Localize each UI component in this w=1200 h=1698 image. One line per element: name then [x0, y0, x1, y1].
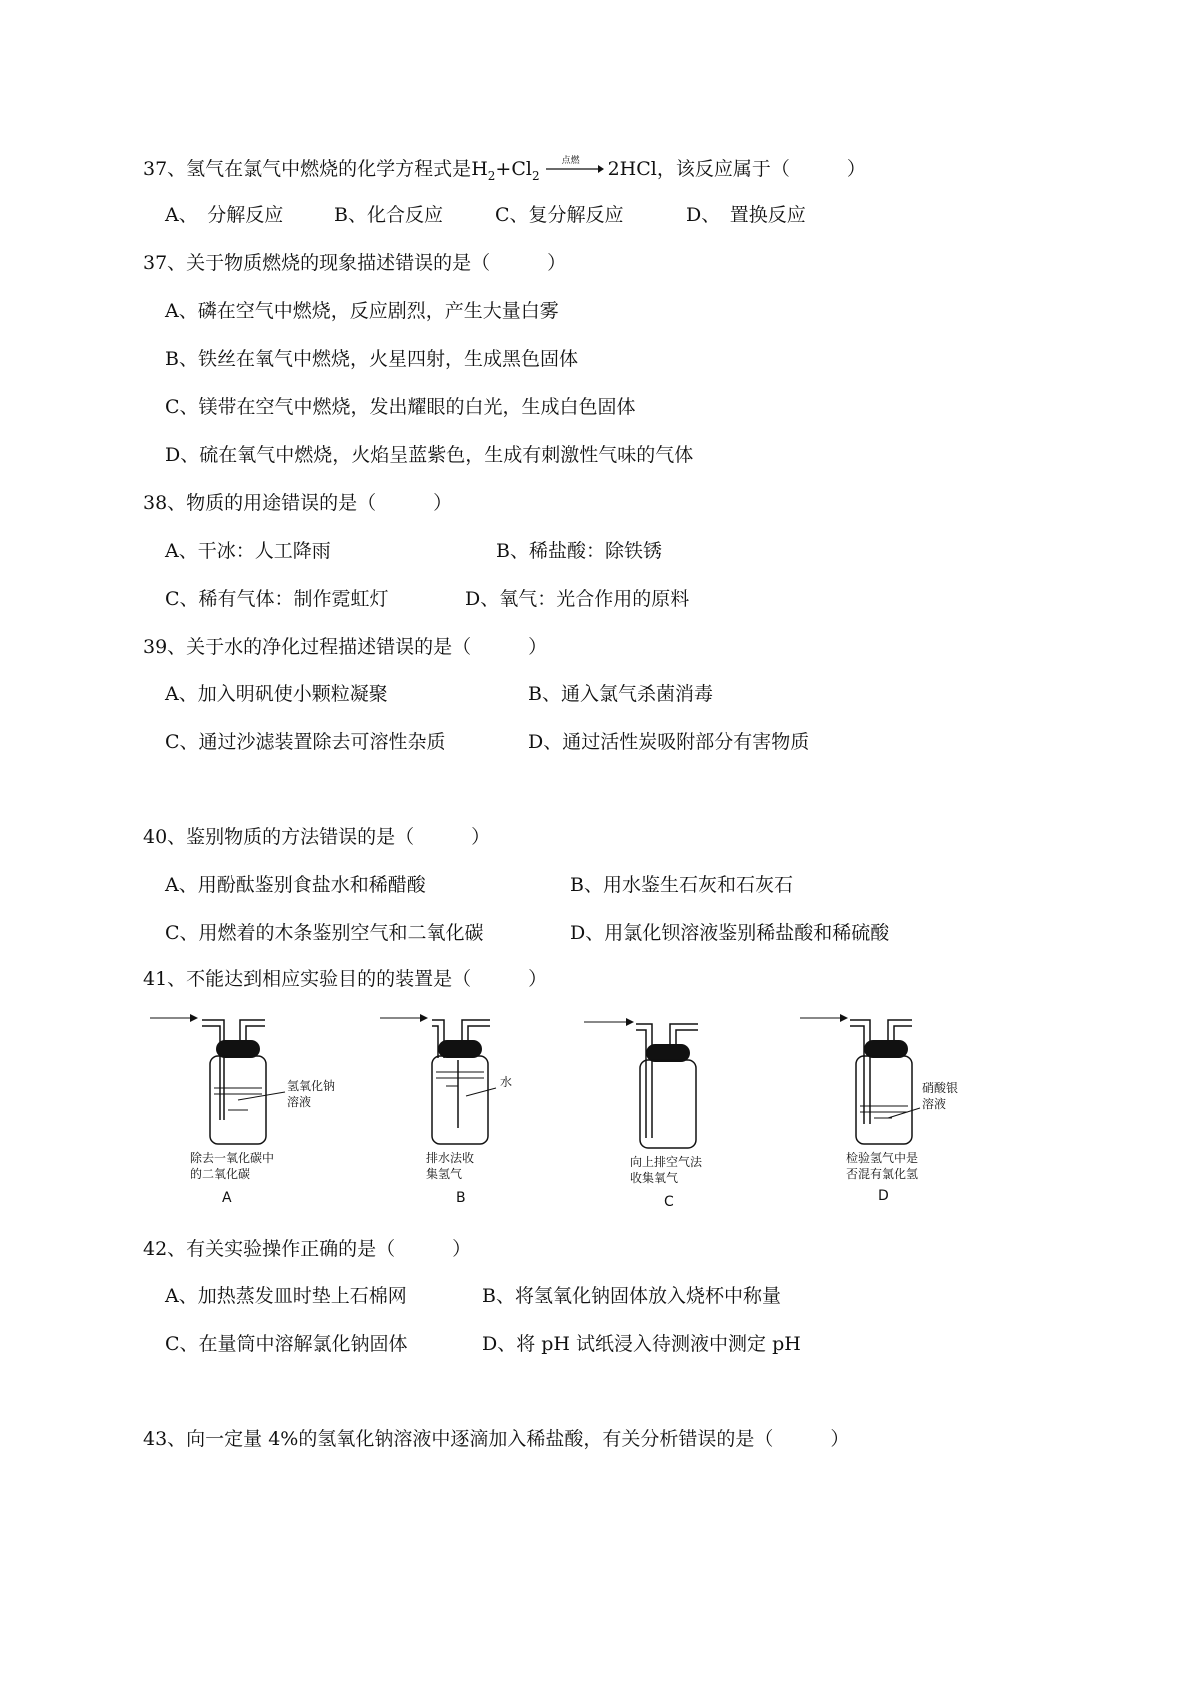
apparatus-a — [150, 1014, 335, 1206]
apparatus-a-caption2: 的二氧化碳 — [190, 1167, 251, 1181]
apparatus-b-label: 水 — [500, 1075, 513, 1089]
apparatus-d — [800, 1014, 958, 1204]
apparatus-c-letter: C — [664, 1194, 674, 1210]
stem-start: 37、氢气在氯气中燃烧的化学方程式是 — [143, 158, 472, 180]
option-d: D、用氯化钡溶液鉴别稀盐酸和稀硫酸 — [570, 922, 890, 944]
option-d: D、氧气：光合作用的原料 — [465, 588, 690, 610]
option-c: C、在量筒中溶解氯化钠固体 — [165, 1333, 408, 1355]
bottle-icon — [640, 1060, 696, 1148]
tubes-icon — [636, 1024, 698, 1138]
option-d: D、将 pH 试纸浸入待测液中测定 pH — [482, 1333, 801, 1355]
apparatus-d-label2: 溶液 — [922, 1097, 947, 1111]
option-b: B、铁丝在氧气中燃烧，火星四射，生成黑色固体 — [165, 348, 578, 370]
option-c: C、用燃着的木条鉴别空气和二氧化碳 — [165, 922, 484, 944]
stem-end: 2HCl，该反应属于（ ） — [607, 158, 866, 180]
option-d: D、 置换反应 — [686, 204, 806, 226]
apparatus-a-caption: 除去一氧化碳中 — [190, 1151, 275, 1165]
liquid-lines — [214, 1088, 262, 1110]
option-b: B、将氢氧化钠固体放入烧杯中称量 — [482, 1285, 781, 1307]
option-a: A、加入明矾使小颗粒凝聚 — [165, 683, 388, 705]
liquid-lines — [436, 1072, 484, 1086]
gas-flow-arrow-icon — [584, 1018, 634, 1026]
reaction-condition: 点燃 — [561, 156, 580, 166]
bottle-icon — [432, 1056, 488, 1144]
tubes-icon — [202, 1020, 265, 1120]
question-38-stem: 38、物质的用途错误的是（ ） — [143, 492, 453, 514]
option-b: B、稀盐酸：除铁锈 — [496, 540, 662, 562]
option-a: A、干冰：人工降雨 — [165, 540, 331, 562]
label-leader — [238, 1092, 285, 1100]
apparatus-d-caption2: 否混有氯化氢 — [846, 1167, 919, 1181]
option-a: A、用酚酞鉴别食盐水和稀醋酸 — [165, 874, 426, 896]
option-c: C、镁带在空气中燃烧，发出耀眼的白光，生成白色固体 — [165, 396, 636, 418]
option-c: C、复分解反应 — [495, 204, 624, 226]
reaction-arrow — [544, 158, 604, 178]
apparatus-b-letter: B — [456, 1190, 466, 1206]
label-leader — [888, 1108, 920, 1118]
apparatus-c-caption: 向上排空气法 — [630, 1155, 703, 1169]
apparatus-b — [380, 1014, 512, 1206]
option-c: C、通过沙滤装置除去可溶性杂质 — [165, 731, 446, 753]
option-a: A、磷在空气中燃烧，反应剧烈，产生大量白雾 — [165, 300, 559, 322]
apparatus-a-letter: A — [222, 1190, 232, 1206]
option-d: D、通过活性炭吸附部分有害物质 — [528, 731, 810, 753]
option-d: D、硫在氧气中燃烧，火焰呈蓝紫色，生成有刺激性气味的气体 — [165, 444, 694, 466]
option-c: C、稀有气体：制作霓虹灯 — [165, 588, 389, 610]
apparatus-a-label2: 溶液 — [287, 1095, 312, 1109]
liquid-lines — [860, 1106, 908, 1118]
question-39-stem: 39、关于水的净化过程描述错误的是（ ） — [143, 636, 548, 658]
tubes-icon — [432, 1020, 490, 1128]
question-43-stem: 43、向一定量 4%的氢氧化钠溶液中逐滴加入稀盐酸，有关分析错误的是（ ） — [143, 1428, 850, 1450]
option-a: A、 分解反应 — [165, 204, 284, 226]
question-42-stem: 42、有关实验操作正确的是（ ） — [143, 1238, 472, 1260]
question-40-stem: 40、鉴别物质的方法错误的是（ ） — [143, 826, 491, 848]
tubes-icon — [850, 1020, 912, 1124]
arrow-icon — [544, 164, 604, 174]
apparatus-c-caption2: 收集氧气 — [630, 1171, 679, 1185]
apparatus-c — [584, 1018, 703, 1210]
option-b: B、化合反应 — [334, 204, 443, 226]
question-37b-stem: 37、关于物质燃烧的现象描述错误的是（ ） — [143, 252, 567, 274]
apparatus-d-label: 硝酸银 — [922, 1081, 959, 1095]
apparatus-b-caption2: 集氢气 — [426, 1167, 463, 1181]
gas-flow-arrow-icon — [800, 1014, 848, 1022]
gas-flow-arrow-icon — [380, 1014, 428, 1022]
apparatus-figure — [140, 1000, 1000, 1210]
apparatus-a-label: 氢氧化钠 — [287, 1079, 336, 1093]
option-b: B、用水鉴生石灰和石灰石 — [570, 874, 793, 896]
apparatus-d-letter: D — [878, 1188, 889, 1204]
chemical-equation: $H_2+Cl_2$ 点燃 — [471, 156, 607, 189]
option-b: B、通入氯气杀菌消毒 — [528, 683, 713, 705]
gas-flow-arrow-icon — [150, 1014, 198, 1022]
option-a: A、加热蒸发皿时垫上石棉网 — [165, 1285, 407, 1307]
apparatus-d-caption: 检验氢气中是 — [846, 1151, 919, 1165]
label-leader — [466, 1088, 496, 1096]
question-37a-stem — [143, 156, 866, 189]
question-41-stem: 41、不能达到相应实验目的的装置是（ ） — [143, 968, 548, 990]
apparatus-b-caption: 排水法收 — [426, 1151, 475, 1165]
